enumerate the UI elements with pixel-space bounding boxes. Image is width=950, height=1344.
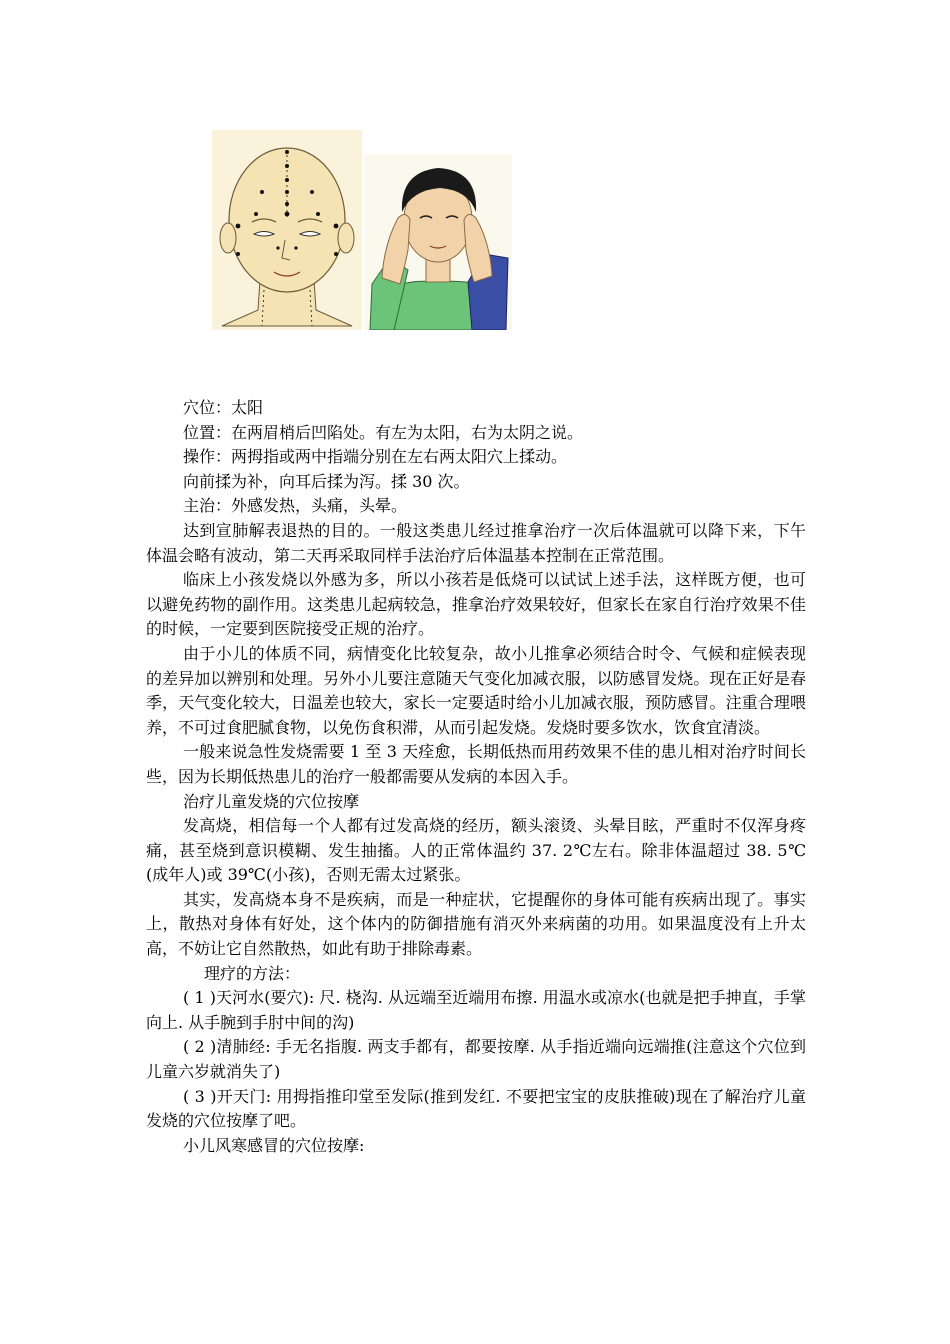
paragraph: 达到宣肺解表退热的目的。一般这类患儿经过推拿治疗一次后体温就可以降下来，下午体温会略有波动，第二天再采取同样手法治疗后体温基本控制在正常范围。 xyxy=(146,520,806,565)
acupoint-name-line: 穴位：太阳 xyxy=(183,398,264,417)
location-line: 位置：在两眉梢后凹陷处。有左为太阳，右为太阴之说。 xyxy=(183,422,584,442)
paragraph: 由于小儿的体质不同，病情变化比较复杂，故小儿推拿必须结合时令、气候和症候表现的差异加以辨别和处理。另外小儿要注意随天气变化加减衣服，以防感冒发烧。现在正好是春季，天气变化较大，日温差也较大，家长一定要适时给小儿加减衣服，预防感冒。注重合理喂养，不可过食肥腻食物，以免伤食积滞，从而引起发烧。发烧时要多饮水，饮食宜清淡。 xyxy=(146,643,806,737)
section-heading: 小儿风寒感冒的穴位按摩: xyxy=(183,1135,365,1155)
paragraph: 其实，发高烧本身不是疾病，而是一种症状，它提醒你的身体可能有疾病出现了。事实上，散热对身体有好处，这个体内的防御措施有消灭外来病菌的功用。如果温度没有上升太高，不妨让它自然散热，如此有助于排除毒素。 xyxy=(146,889,806,959)
method-item: ( 2 )清肺经: 手无名指腹. 两支手都有，都要按摩. 从手指近端向远端推(注意这个穴位到儿童六岁就消失了) xyxy=(146,1037,806,1082)
operation-line: 操作：两拇指或两中指端分别在左右两太阳穴上揉动。 xyxy=(183,447,568,467)
figure-row xyxy=(212,130,512,330)
indication-line: 主治：外感发热，头痛，头晕。 xyxy=(183,496,408,516)
paragraph: 临床上小孩发烧以外感为多，所以小孩若是低烧可以试试上述手法，这样既方便，也可以避免药物的副作用。这类患儿起病较急，推拿治疗效果较好，但家长在家自行治疗效果不佳的时候，一定要到医院接受正规的治疗。 xyxy=(146,570,806,639)
child-massaging-temples-illustration xyxy=(364,154,512,330)
operation-detail-line: 向前揉为补，向耳后揉为泻。揉 30 次。 xyxy=(183,471,470,491)
article-body xyxy=(146,396,806,1158)
section-heading: 理疗的方法： xyxy=(204,963,301,983)
section-heading: 治疗儿童发烧的穴位按摩 xyxy=(183,791,360,811)
acupoint-head-illustration xyxy=(212,130,362,330)
paragraph: 发高烧，相信每一个人都有过发高烧的经历，额头滚烫、头晕目眩，严重时不仅浑身疼痛，甚至烧到意识模糊、发生抽搐。人的正常体温约 37. 2℃左右。除非体温超过 38. 5℃(成年人)或 39℃(小孩)，否则无需太过紧张。 xyxy=(146,816,806,885)
paragraph: 一般来说急性发烧需要 1 至 3 天痊愈，长期低热而用药效果不佳的患儿相对治疗时间长些，因为长期低热患儿的治疗一般都需要从发病的本因入手。 xyxy=(146,742,806,786)
method-item: ( 1 )天河水(要穴): 尺. 桡沟. 从远端至近端用布擦. 用温水或凉水(也就是把手抻直，手掌向上. 从手腕到手肘中间的沟) xyxy=(146,988,806,1032)
method-item: ( 3 )开天门: 用拇指推印堂至发际(推到发红. 不要把宝宝的皮肤推破)现在了解治疗儿童发烧的穴位按摩了吧。 xyxy=(146,1086,806,1131)
